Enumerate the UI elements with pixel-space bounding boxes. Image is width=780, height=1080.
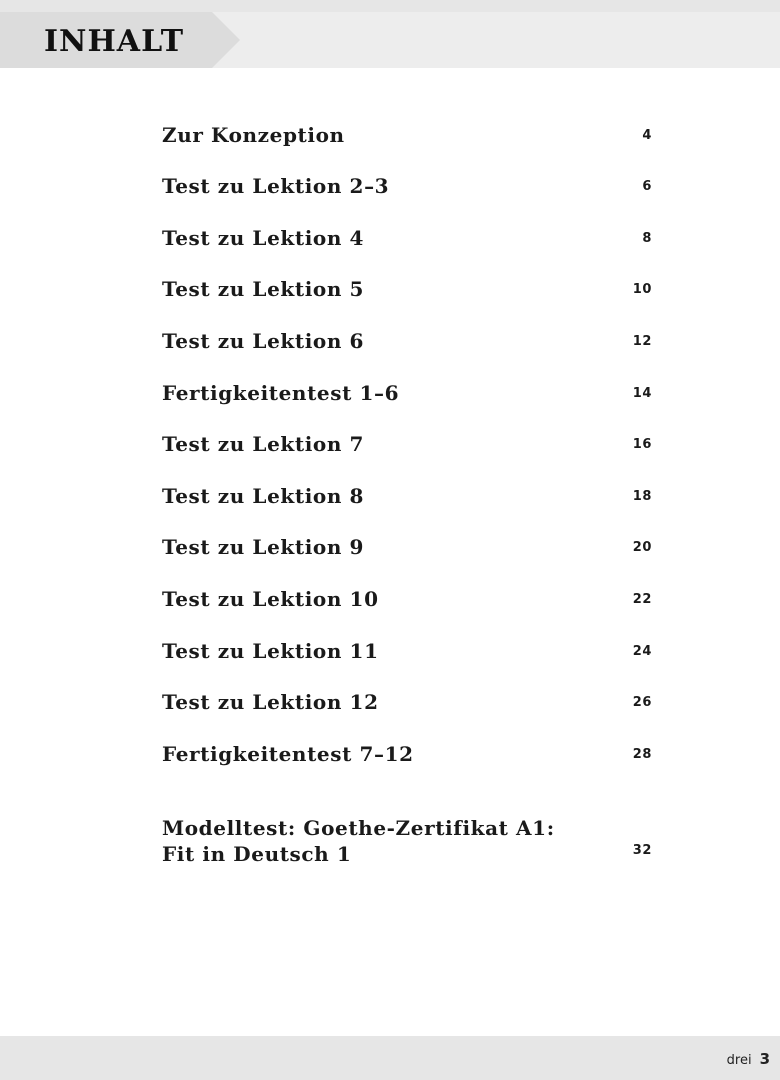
- toc-entry-title: [162, 815, 555, 867]
- toc-entry[interactable]: [162, 306, 652, 358]
- toc-entry-title-line1: Modelltest: Goethe-Zertifikat A1:: [162, 815, 555, 840]
- toc-entry-title: Test zu Lektion 8: [162, 483, 365, 508]
- toc-entry-title: Zur Konzeption: [162, 122, 345, 147]
- toc-entry-title: Test zu Lektion 4: [162, 225, 365, 250]
- page-title: INHALT: [44, 24, 185, 59]
- toc-entry[interactable]: [162, 100, 652, 152]
- toc-entry[interactable]: [162, 255, 652, 307]
- toc-entry[interactable]: [162, 461, 652, 513]
- toc-entry-page: 18: [632, 488, 652, 504]
- toc-entry-page: 8: [642, 230, 652, 246]
- toc-entry-title: Test zu Lektion 9: [162, 535, 365, 560]
- toc-entry-title: Test zu Lektion 6: [162, 328, 365, 353]
- toc-entry-title: Fertigkeitentest 7–12: [162, 741, 414, 766]
- footer-band: [0, 1036, 780, 1080]
- toc-entry-title: Test zu Lektion 10: [162, 586, 379, 611]
- toc-entry[interactable]: [162, 358, 652, 410]
- toc-entry[interactable]: [162, 616, 652, 668]
- folio-word: drei: [726, 1053, 752, 1068]
- toc-entry-page: 32: [632, 842, 652, 858]
- toc-entry[interactable]: [162, 203, 652, 255]
- toc-entry-title: Test zu Lektion 11: [162, 638, 379, 663]
- toc-entry-page: 24: [632, 643, 652, 659]
- folio-number: 3: [759, 1050, 770, 1068]
- toc-entry-page: 10: [632, 282, 652, 298]
- toc-entry[interactable]: [162, 513, 652, 565]
- toc-entry-page: 28: [632, 746, 652, 762]
- table-of-contents: [162, 100, 652, 867]
- toc-entry-page: 12: [632, 333, 652, 349]
- toc-entry-title: Fertigkeitentest 1–6: [162, 380, 400, 405]
- toc-entry-page: 6: [642, 179, 652, 195]
- toc-entry-title: Test zu Lektion 7: [162, 432, 365, 457]
- page-folio: [727, 1050, 770, 1068]
- toc-entry-page: 20: [632, 540, 652, 556]
- toc-entry-title: Test zu Lektion 12: [162, 690, 379, 715]
- toc-entry-title: Test zu Lektion 2–3: [162, 174, 390, 199]
- toc-entry-final[interactable]: [162, 771, 652, 867]
- toc-entry-page: 16: [632, 437, 652, 453]
- toc-entry-page: 4: [642, 127, 652, 143]
- toc-entry-title: Test zu Lektion 5: [162, 277, 365, 302]
- toc-entry-page: 14: [632, 385, 652, 401]
- toc-entry[interactable]: [162, 668, 652, 720]
- toc-entry-page: 26: [632, 695, 652, 711]
- toc-entry-page: 22: [632, 591, 652, 607]
- toc-entry[interactable]: [162, 564, 652, 616]
- toc-entry[interactable]: [162, 152, 652, 204]
- top-border-strip: [0, 0, 780, 12]
- toc-entry[interactable]: [162, 410, 652, 462]
- toc-entry[interactable]: [162, 719, 652, 771]
- toc-entry-title-line2: Fit in Deutsch 1: [162, 841, 352, 866]
